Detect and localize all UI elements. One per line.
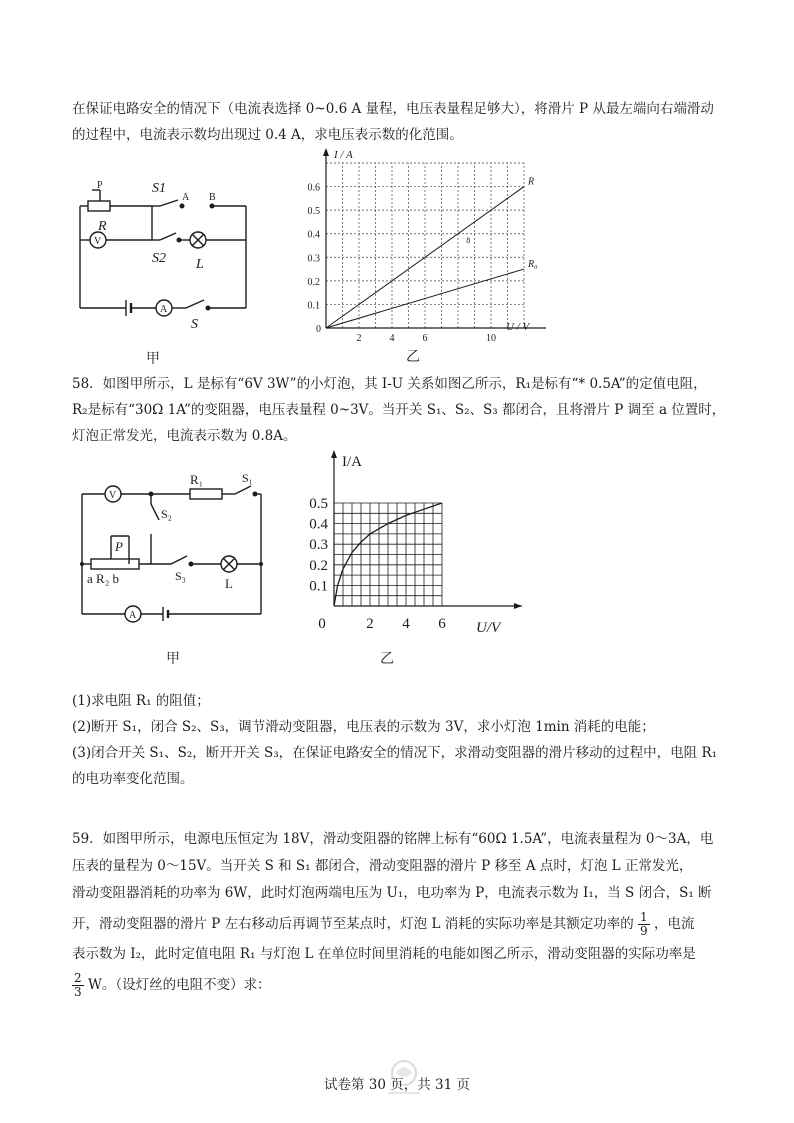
label-P: P (97, 180, 103, 191)
q59-line-3: 滑动变阻器消耗的功率为 6W，此时灯泡两端电压为 U₁，电功率为 P，电流表示数为 I₁，当 S 闭合，S₁ 断 (72, 885, 712, 901)
x-axis-label: U / V (506, 321, 530, 333)
q59-line-6 (72, 968, 724, 1002)
part-1: (1)求电阻 R₁ 的阻值； (72, 693, 210, 709)
q59-line-4b: ，电流 (653, 916, 695, 932)
label-S: S (191, 317, 198, 332)
q59-line-4a: 开，滑动变阻器的滑片 P 左右移动后再调节至某点时，灯泡 L 消耗的实际功率是其额定功率的 (72, 916, 634, 932)
y-axis-label: I / A (334, 149, 353, 161)
y-tick-label: 0.2 (309, 557, 328, 574)
q59-line-6b: W。（设灯丝的电阻不变）求： (87, 977, 271, 993)
y-axis-label: I/A (342, 454, 362, 470)
series-label: R₀ (528, 259, 538, 271)
label2-V: V (109, 490, 117, 501)
chart1-caption: 乙 (406, 349, 420, 365)
label-S2: S2 (152, 251, 166, 266)
fraction-two-thirds (72, 972, 84, 999)
x-tick-label: 2 (366, 616, 374, 632)
part-3b: 的电功率变化范围。 (72, 771, 194, 787)
page-footer: 试卷第 30 页，共 31 页 (323, 1077, 471, 1093)
q59-line-4 (72, 907, 724, 941)
x-tick-label: 4 (389, 333, 395, 344)
label2-aR2b: a R₂ b (87, 571, 119, 586)
label2-P: P (115, 539, 123, 554)
label2-L: L (225, 576, 233, 591)
x-tick-label: 2 (356, 333, 362, 344)
question-59 (72, 826, 724, 1002)
frac1-num: 1 (640, 910, 648, 924)
q58-line-1: 58．如图甲所示，L 是标有“6V 3W”的小灯泡，其 I-U 关系如图乙所示，R₁是标有“* 0.5A”的定值电阻， (72, 376, 707, 392)
label-B: B (209, 192, 216, 203)
label2-S2: S₂ (161, 507, 172, 521)
part-2: (2)断开 S₁，闭合 S₂、S₃，调节滑动变阻器，电压表的示数为 3V，求小灯泡 1min 消耗的电能； (72, 719, 655, 735)
x-tick-label: 0 (318, 616, 326, 632)
intro-line-1: 在保证电路安全的情况下（电流表选择 0~0.6 A 量程，电压表量程足够大），将滑片 P 从最左端向右端滑动 (72, 101, 714, 117)
part-3a: (3)闭合开关 S₁、S₂，断开开关 S₃，在保证电路安全的情况下，求滑动变阻器的滑片移动的过程中，电阻 R₁ (72, 745, 718, 761)
q58-line-3: 灯泡正常发光，电流表示数为 0.8A。 (72, 428, 297, 444)
y-tick-label: 0.3 (307, 253, 320, 265)
y-tick-label: 0.5 (307, 206, 320, 218)
label-V: V (94, 236, 102, 247)
fraction-one-ninth (638, 911, 650, 938)
y-tick-label: 0.3 (309, 537, 328, 554)
label-L: L (196, 257, 204, 272)
iu-chart-2 (298, 446, 528, 641)
iu-chart-1 (300, 146, 550, 346)
label2-S3: S₃ (175, 569, 186, 583)
intro-line-2: 的过程中，电流表示数均出现过 0.4 A，求电压表示数的化范围。 (72, 127, 463, 143)
intro-paragraph (72, 96, 724, 148)
x-tick-label: 10 (486, 333, 496, 344)
frac2-num: 2 (74, 971, 82, 985)
label-S1: S1 (152, 181, 166, 196)
label-R: R (98, 219, 107, 234)
y-tick-label: 0.1 (309, 578, 328, 595)
y-tick-label: 0.2 (307, 276, 320, 288)
origin-label: 0 (316, 324, 321, 335)
fig1-caption: 甲 (146, 351, 160, 367)
label-ammeter: A (160, 304, 168, 315)
y-tick-label: 0.1 (307, 300, 320, 312)
x-axis-arrow (514, 603, 522, 609)
y-tick-label: 0.5 (309, 496, 328, 512)
chart2-caption: 乙 (380, 651, 394, 667)
q58-line-2: R₂是标有“30Ω 1A”的变阻器，电压表量程 0~3V。当开关 S₁、S₂、S₃ 都闭合，且将滑片 P 调至 a 位置时， (72, 402, 726, 418)
q59-line-1: 59．如图甲所示，电源电压恒定为 18V，滑动变阻器的铭牌上标有“60Ω 1.5A”，电流表量程为 0～3A，电 (72, 831, 714, 847)
label2-A: A (129, 610, 137, 621)
q58-parts (72, 688, 724, 792)
frac2-den: 3 (74, 985, 82, 999)
circuit-diagram-2 (75, 468, 275, 628)
x-axis-label: U/V (476, 620, 501, 636)
question-58 (72, 371, 724, 449)
y-axis-arrow (323, 148, 329, 156)
q59-line-5: 表示数为 I₂，此时定值电阻 R₁ 与灯泡 L 在单位时间里消耗的电能如图乙所示，滑动变阻器的实际功率是 (72, 946, 696, 962)
frac1-den: 9 (640, 924, 648, 938)
x-tick-label: 4 (402, 616, 410, 632)
label2-S1: S₁ (242, 471, 253, 485)
label2-R1: R₁ (190, 472, 204, 487)
y-tick-label: 0.4 (309, 516, 328, 533)
label-A: A (182, 192, 190, 203)
q59-line-2: 压表的量程为 0～15V。当开关 S 和 S₁ 都闭合，滑动变阻器的滑片 P 移至 A 点时，灯泡 L 正常发光， (72, 858, 693, 874)
y-tick-label: 0.6 (307, 182, 320, 194)
x-tick-label: 6 (438, 616, 446, 632)
circuit-diagram-1 (70, 172, 260, 337)
fig2-caption: 甲 (166, 651, 180, 667)
y-axis-arrow (331, 450, 337, 458)
y-tick-label: 0.4 (307, 229, 320, 241)
annotation: 8 (466, 236, 471, 246)
x-tick-label: 6 (422, 333, 428, 344)
series-label: R (528, 176, 535, 188)
